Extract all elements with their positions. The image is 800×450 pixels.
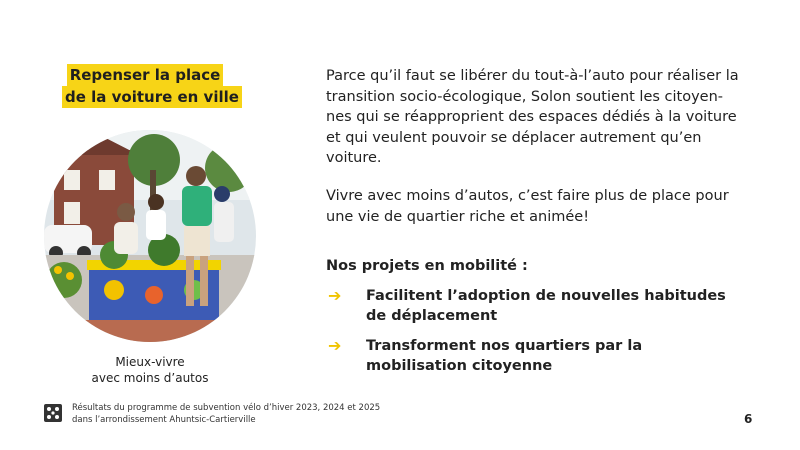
community-garden-photo: [44, 130, 256, 342]
slide-heading: [62, 64, 239, 108]
heading-line-1: Repenser la place: [67, 64, 224, 86]
intro-paragraph: Parce qu’il faut se libérer du tout-à-l’auto pour réaliser la transition socio-écologique, Solon soutient les citoyen-nes qui se réapproprient des espaces dédiés à la voiture et qui veulent pouvoir se déplacer autrement qu’en voiture.: [326, 68, 739, 166]
secondary-paragraph: Vivre avec moins d’autos, c’est faire plus de place pour une vie de quartier riche et animée!: [326, 188, 729, 225]
heading-line-2: de la voiture en ville: [62, 86, 242, 108]
caption-line-1: Mieux-vivre: [115, 355, 185, 369]
photo-caption: [60, 354, 240, 386]
page-number: 6: [744, 412, 753, 426]
project-item-text: Facilitent l’adoption de nouvelles habitudes de déplacement: [366, 288, 726, 324]
projects-title: Nos projets en mobilité :: [326, 258, 528, 274]
footer-line-1: Résultats du programme de subvention vélo d’hiver 2023, 2024 et 2025: [72, 403, 381, 413]
list-item: [326, 336, 746, 376]
list-item: [326, 286, 746, 326]
project-item-text: Transforment nos quartiers par la mobilisation citoyenne: [366, 338, 643, 374]
arrow-right-icon: ➔: [328, 336, 342, 355]
projects-list: [326, 286, 746, 386]
footer-line-2: dans l’arrondissement Ahuntsic-Cartierville: [72, 414, 256, 425]
footer-note: [72, 403, 402, 426]
arrow-right-icon: ➔: [328, 286, 342, 305]
caption-line-2: avec moins d’autos: [91, 371, 209, 385]
bike-network-icon: [44, 404, 62, 422]
